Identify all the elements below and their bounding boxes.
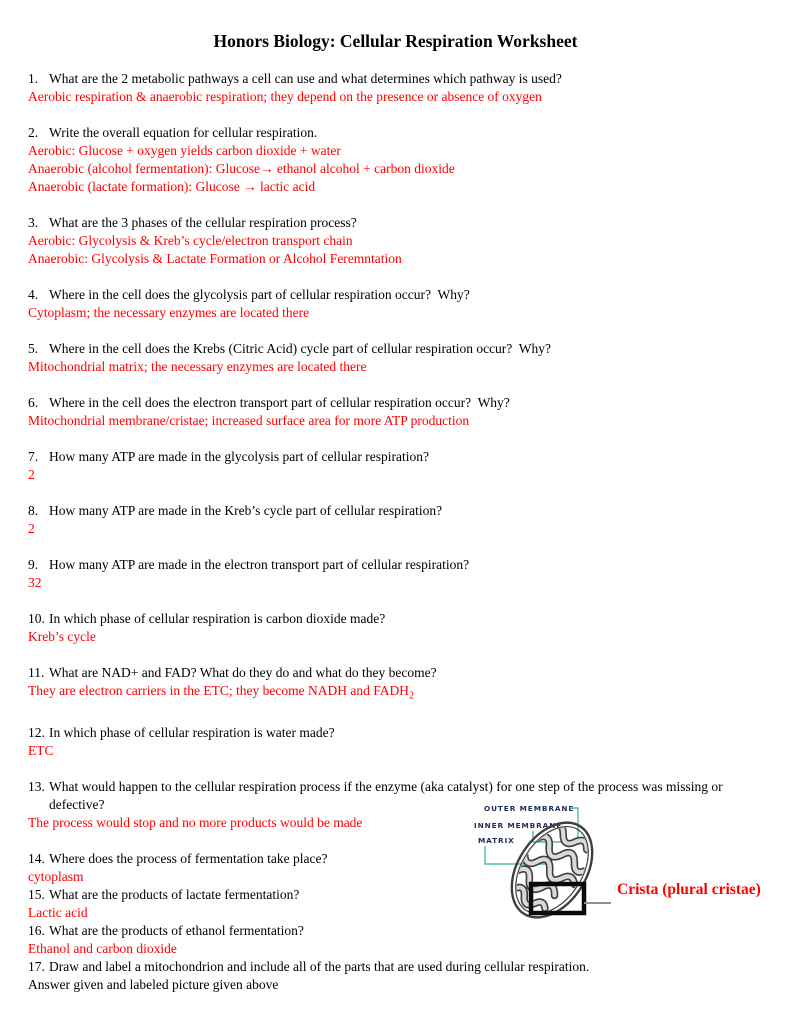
answer-6: Mitochondrial membrane/cristae; increased surface area for more ATP production: [28, 413, 470, 428]
question-3: [28, 214, 757, 232]
qa-item-17: [28, 958, 757, 994]
answer-3-line-2: Anaerobic: Glycolysis & Lactate Formation or Alcohol Feremntation: [28, 251, 402, 266]
question-number: 7.: [28, 449, 39, 464]
question-6: [28, 394, 757, 412]
outer-membrane-label: OUTER MEMBRANE: [484, 804, 575, 813]
question-text: What are the 2 metabolic pathways a cell can use and what determines which pathway is used?: [49, 71, 562, 86]
question-text: What are the products of ethanol fermentation?: [49, 922, 304, 938]
question-text: What are the products of lactate fermentation?: [49, 886, 300, 902]
qa-item-11: [28, 664, 757, 706]
answer-subscript: 2: [409, 690, 414, 702]
qa-item-4: [28, 286, 757, 322]
answer-2-line-3: Anaerobic (lactate formation): Glucose → lactic acid: [28, 179, 316, 194]
qa-item-9: [28, 556, 757, 592]
question-7: [28, 448, 757, 466]
answer-10: Kreb’s cycle: [28, 629, 96, 644]
question-number: 3.: [28, 215, 39, 230]
qa-item-6: [28, 394, 757, 430]
question-number: 13.: [28, 778, 45, 794]
answer-15: Lactic acid: [28, 904, 88, 920]
question-8: [28, 502, 757, 520]
question-17: [28, 958, 757, 976]
answer-7: 2: [28, 467, 35, 482]
answer-5: Mitochondrial matrix; the necessary enzymes are located there: [28, 359, 367, 374]
matrix-label: MATRIX: [478, 836, 515, 845]
answer-8: 2: [28, 521, 35, 536]
answer-11: [28, 682, 757, 706]
qa-item-1: [28, 70, 757, 106]
question-text: What would happen to the cellular respiration process if the enzyme (aka catalyst) for one step of the process was missing or defective?: [49, 778, 727, 812]
answer-17: Answer given and labeled picture given above: [28, 976, 279, 992]
question-number: 4.: [28, 287, 39, 302]
question-text: What are NAD+ and FAD? What do they do and what do they become?: [49, 665, 437, 680]
answer-3-line-1: Aerobic: Glycolysis & Kreb’s cycle/electron transport chain: [28, 233, 353, 248]
question-number: 5.: [28, 341, 39, 356]
question-number: 10.: [28, 611, 45, 626]
question-1: [28, 70, 757, 88]
answer-1: Aerobic respiration & anaerobic respiration; they depend on the presence or absence of oxygen: [28, 89, 542, 104]
answer-text: They are electron carriers in the ETC; they become NADH and FADH: [28, 683, 409, 698]
question-number: 17.: [28, 958, 45, 974]
qa-item-12: [28, 724, 757, 760]
question-text: What are the 3 phases of the cellular respiration process?: [49, 215, 357, 230]
answer-14: cytoplasm: [28, 868, 84, 884]
answer-12: ETC: [28, 742, 54, 758]
question-number: 16.: [28, 922, 45, 938]
answer-9: 32: [28, 575, 42, 590]
question-number: 12.: [28, 724, 45, 740]
page-title: Honors Biology: Cellular Respiration Worksheet: [213, 31, 578, 51]
question-number: 15.: [28, 886, 45, 902]
inner-membrane-label: INNER MEMBRANE: [474, 821, 563, 830]
question-5: [28, 340, 757, 358]
question-text: Where in the cell does the Krebs (Citric Acid) cycle part of cellular respiration occur? Why?: [49, 341, 552, 356]
question-11: [28, 664, 757, 682]
qa-item-2: [28, 124, 757, 196]
question-text: Draw and label a mitochondrion and include all of the parts that are used during cellular respiration.: [49, 958, 590, 974]
crista-label: Crista (plural cristae): [617, 881, 761, 898]
answer-2-line-2: Anaerobic (alcohol fermentation): Glucose→ ethanol alcohol + carbon dioxide: [28, 161, 455, 176]
question-9: [28, 556, 757, 574]
question-number: 11.: [28, 665, 45, 680]
qa-item-10: [28, 610, 757, 646]
question-number: 1.: [28, 71, 39, 86]
question-text: In which phase of cellular respiration is water made?: [49, 724, 335, 740]
question-text: How many ATP are made in the electron transport part of cellular respiration?: [49, 557, 470, 572]
question-number: 14.: [28, 850, 45, 866]
answer-4: Cytoplasm; the necessary enzymes are located there: [28, 305, 310, 320]
question-4: [28, 286, 757, 304]
question-number: 9.: [28, 557, 39, 572]
question-2: [28, 124, 757, 142]
question-number: 8.: [28, 503, 39, 518]
answer-2-line-1: Aerobic: Glucose + oxygen yields carbon dioxide + water: [28, 143, 341, 158]
qa-item-8: [28, 502, 757, 538]
qa-item-5: [28, 340, 757, 376]
answer-16: Ethanol and carbon dioxide: [28, 940, 177, 956]
question-text: How many ATP are made in the glycolysis part of cellular respiration?: [49, 449, 430, 464]
question-text: Where in the cell does the glycolysis part of cellular respiration occur? Why?: [49, 287, 470, 302]
question-12: [28, 724, 757, 742]
question-text: Where does the process of fermentation take place?: [49, 850, 328, 866]
question-10: [28, 610, 757, 628]
question-text: In which phase of cellular respiration is carbon dioxide made?: [49, 611, 386, 626]
mitochondrion-diagram: [470, 796, 791, 951]
question-number: 6.: [28, 395, 39, 410]
qa-item-7: [28, 448, 757, 484]
question-text: How many ATP are made in the Kreb’s cycle part of cellular respiration?: [49, 503, 443, 518]
answer-13: The process would stop and no more products would be made: [28, 814, 363, 830]
question-text: Where in the cell does the electron transport part of cellular respiration occur? Why?: [49, 395, 510, 410]
qa-item-3: [28, 214, 757, 268]
question-number: 2.: [28, 125, 39, 140]
question-text: Write the overall equation for cellular respiration.: [49, 125, 318, 140]
